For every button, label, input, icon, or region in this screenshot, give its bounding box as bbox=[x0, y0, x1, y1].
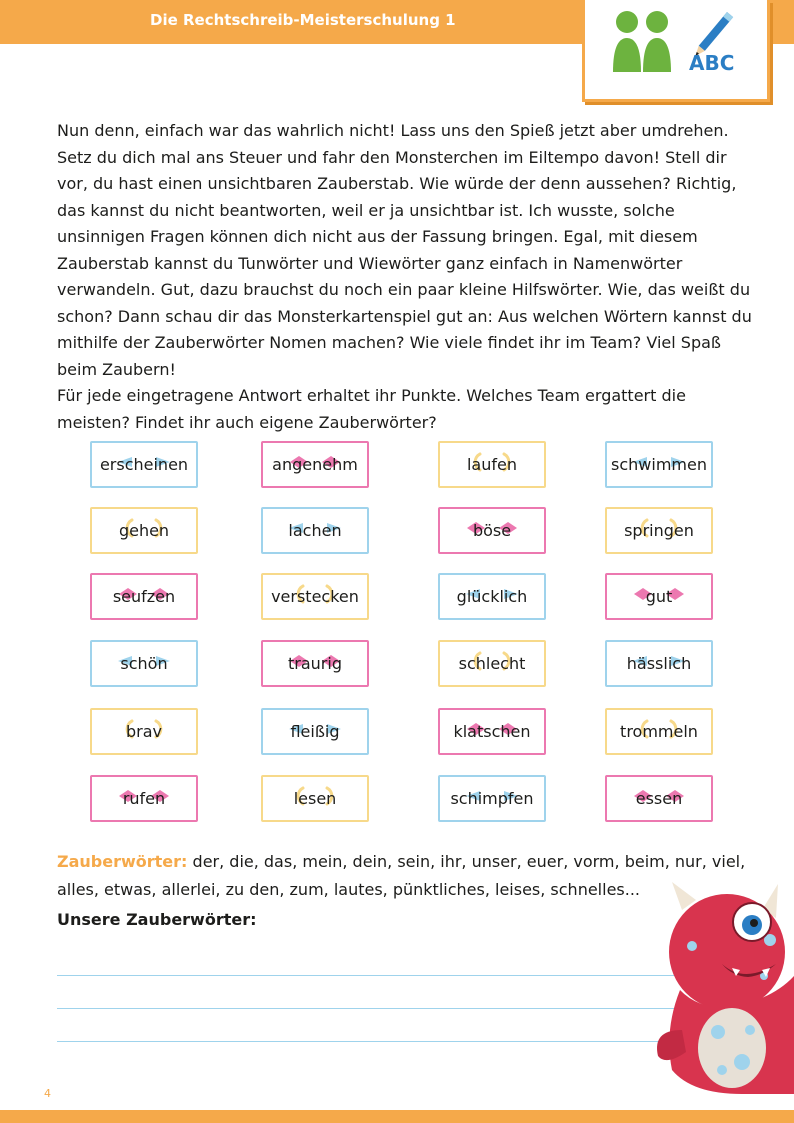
card-word: schimpfen bbox=[450, 789, 534, 808]
card-word: schwimmen bbox=[611, 455, 707, 474]
card-word: gut bbox=[645, 587, 673, 606]
intro-text bbox=[57, 118, 757, 436]
answer-line[interactable] bbox=[57, 1041, 737, 1042]
answer-line[interactable] bbox=[57, 1008, 737, 1009]
word-card[interactable] bbox=[605, 775, 713, 822]
footer-bar bbox=[0, 1110, 794, 1123]
svg-text:ABC: ABC bbox=[689, 51, 735, 75]
answer-heading: Unsere Zauberwörter: bbox=[57, 910, 257, 929]
word-card[interactable] bbox=[261, 708, 369, 755]
word-card[interactable] bbox=[605, 441, 713, 488]
team-badge bbox=[582, 0, 770, 102]
card-word: böse bbox=[472, 521, 512, 540]
word-card[interactable] bbox=[438, 708, 546, 755]
word-card[interactable] bbox=[438, 640, 546, 687]
page-title: Die Rechtschreib-Meisterschulung 1 bbox=[150, 11, 456, 29]
card-word: lesen bbox=[293, 789, 337, 808]
card-word: laufen bbox=[466, 455, 517, 474]
monster-icon bbox=[652, 880, 794, 1102]
word-card[interactable] bbox=[605, 640, 713, 687]
intro-paragraph: Nun denn, einfach war das wahrlich nicht! Lass uns den Spieß jetzt aber umdrehen. Setz du dich mal ans Steuer und fahr den Monsterchen im Eiltempo davon! Stell dir vor, du hast einen unsichtbaren Zauberstab. Wie würde der denn aussehen? Richtig, das kannst du nicht beantworten, weil er ja unsichtbar ist. Ich wusste, solche unsinnigen Fragen können dich nicht aus der Fassung bringen. Egal, mit diesem Zauberstab kannst du Tunwörter und Wiewörter ganz einfach in Namenwörter verwandeln. Gut, dazu brauchst du noch ein paar kleine Hilfswörter. Wie, das weißt du schon? Dann schau dir das Monsterkartenspiel gut an: Aus welchen Wörtern kannst du mithilfe der Zauberwörter Nomen machen? Wie viele findet ihr im Team? Viel Spaß beim Zaubern! bbox=[57, 121, 752, 379]
card-word: essen bbox=[635, 789, 683, 808]
card-word: klatschen bbox=[453, 722, 531, 741]
word-card[interactable] bbox=[438, 441, 546, 488]
word-card[interactable] bbox=[605, 507, 713, 554]
card-word: brav bbox=[125, 722, 162, 741]
word-card[interactable] bbox=[438, 573, 546, 620]
word-card[interactable] bbox=[261, 640, 369, 687]
card-word: traurig bbox=[288, 654, 342, 673]
magic-words-list: der, die, das, mein, dein, sein, ihr, unser, euer, vorm, beim, nur, viel, alles, etwas, allerlei, zu den, zum, lautes, pünktliches, leises, schnelles... bbox=[57, 852, 746, 899]
word-card[interactable] bbox=[261, 507, 369, 554]
intro-paragraph-task: Für jede eingetragene Antwort erhaltet ihr Punkte. Welches Team ergattert die meisten? Findet ihr auch eigene Zauberwörter? bbox=[57, 386, 686, 432]
word-card[interactable] bbox=[90, 708, 198, 755]
card-word: schlecht bbox=[458, 654, 526, 673]
card-word: erscheinen bbox=[99, 455, 189, 474]
card-word: fleißig bbox=[290, 722, 340, 741]
word-card[interactable] bbox=[438, 507, 546, 554]
word-card[interactable] bbox=[605, 573, 713, 620]
word-card[interactable] bbox=[261, 775, 369, 822]
word-card[interactable] bbox=[90, 775, 198, 822]
card-word: hässlich bbox=[626, 654, 692, 673]
magic-words-label: Zauberwörter: bbox=[57, 852, 188, 871]
word-card[interactable] bbox=[605, 708, 713, 755]
card-word: seufzen bbox=[112, 587, 176, 606]
page-number: 4 bbox=[44, 1087, 51, 1100]
word-card[interactable] bbox=[90, 573, 198, 620]
card-word: lachen bbox=[288, 521, 342, 540]
card-word: glücklich bbox=[456, 587, 528, 606]
answer-line[interactable] bbox=[57, 975, 737, 976]
card-word: trommeln bbox=[620, 722, 698, 741]
card-word: schön bbox=[120, 654, 168, 673]
word-card[interactable] bbox=[90, 640, 198, 687]
card-word: springen bbox=[624, 521, 694, 540]
word-card[interactable] bbox=[261, 441, 369, 488]
card-word: angenehm bbox=[272, 455, 358, 474]
word-card[interactable] bbox=[90, 441, 198, 488]
card-word: gehen bbox=[118, 521, 170, 540]
card-word: verstecken bbox=[271, 587, 359, 606]
card-word: rufen bbox=[122, 789, 166, 808]
word-card[interactable] bbox=[261, 573, 369, 620]
word-card[interactable] bbox=[438, 775, 546, 822]
team-pencil-icon bbox=[585, 0, 773, 102]
word-card[interactable] bbox=[90, 507, 198, 554]
